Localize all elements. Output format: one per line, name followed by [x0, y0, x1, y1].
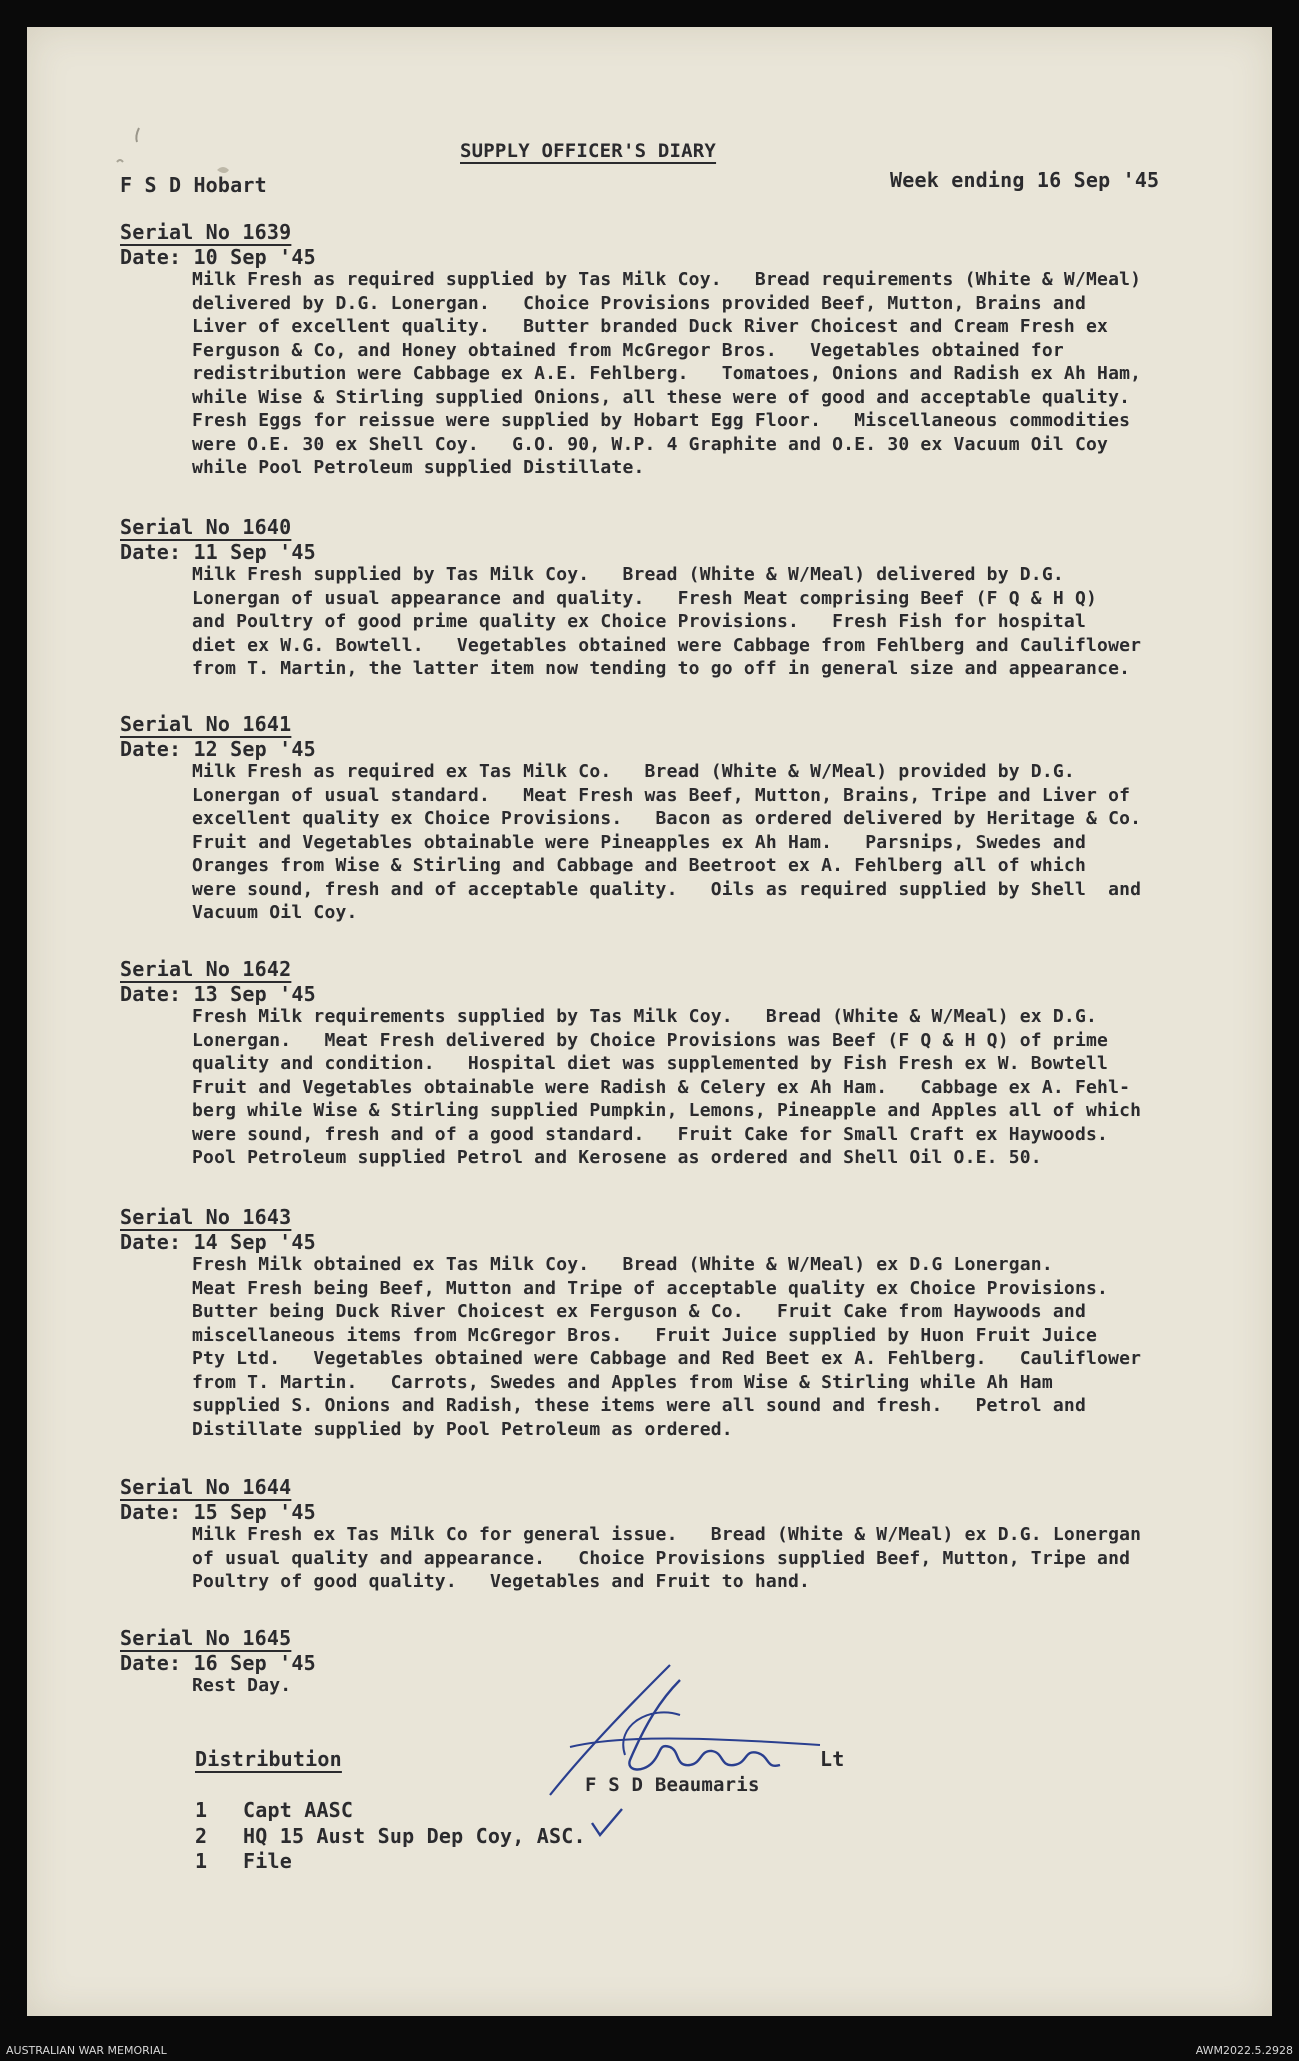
entry-text: Milk Fresh as required supplied by Tas Milk Coy. Bread requirements (White & W/Meal) delivered by D.G. Lonergan. Choice Provisions provided Beef, Mutton, Brains and Liver of excellent quality. Butter branded Duck River Choicest and Cream Fresh ex Ferguson & Co, and Honey obtained from McGregor Bros. Vegetables obtained for redistribution were Cabbage ex A.E. Fehlberg. Tomatoes, Onions and Radish ex Ah Ham, while Wise & Stirling supplied Onions, all these were of good and acceptable quality. Fresh Eggs for reissue were supplied by Hobart Egg Floor. Miscellaneous commodities were O.E. 30 ex Shell Coy. G.O. 90, W.P. 4 Graphite and O.E. 30 ex Vacuum Oil Coy while Pool Petroleum supplied Distillate.	[192, 269, 1142, 478]
serial-number: Serial No 1640	[120, 515, 292, 539]
archive-caption: AUSTRALIAN WAR MEMORIAL	[6, 2044, 167, 2057]
entry-text: Milk Fresh supplied by Tas Milk Coy. Bread (White & W/Meal) delivered by D.G. Lonergan of usual appearance and quality. Fresh Meat comprising Beef (F Q & H Q) and Poultry of good prime quality ex Choice Provisions. Fresh Fish for hospital diet ex W.G. Bowtell. Vegetables obtained were Cabbage from Fehlberg and Cauliflower from T. Martin, the latter item now tending to go off in general size and appearance.	[192, 564, 1142, 679]
entry-date: Date: 11 Sep '45	[120, 540, 316, 564]
check-mark-icon	[588, 1805, 628, 1849]
diary-entry-1643	[120, 1205, 1240, 1441]
serial-number: Serial No 1645	[120, 1626, 292, 1650]
distribution-qty: 1	[195, 1849, 208, 1873]
entry-text: Milk Fresh ex Tas Milk Co for general issue. Bread (White & W/Meal) ex D.G. Lonergan of usual quality and appearance. Choice Provisions supplied Beef, Mutton, Tripe and Poultry of good quality. Vegetables and Fruit to hand.	[192, 1524, 1142, 1592]
diary-entry-1641	[120, 712, 1240, 925]
distribution-recipient: HQ 15 Aust Sup Dep Coy, ASC.	[243, 1823, 586, 1848]
entry-date: Date: 13 Sep '45	[120, 982, 316, 1006]
serial-number: Serial No 1644	[120, 1475, 292, 1499]
signatory-unit: F S D Beaumaris	[585, 1774, 760, 1796]
diary-entry-1639	[120, 220, 1240, 480]
serial-number: Serial No 1641	[120, 712, 292, 736]
entry-date: Date: 10 Sep '45	[120, 245, 316, 269]
entry-date: Date: 15 Sep '45	[120, 1500, 316, 1524]
serial-number: Serial No 1642	[120, 957, 292, 981]
entry-text: Fresh Milk obtained ex Tas Milk Coy. Bread (White & W/Meal) ex D.G Lonergan. Meat Fresh being Beef, Mutton and Tripe of acceptable quality ex Choice Provisions. Butter being Duck River Choicest ex Ferguson & Co. Fruit Cake from Haywoods and miscellaneous items from McGregor Bros. Fruit Juice supplied by Huon Fruit Juice Pty Ltd. Vegetables obtained were Cabbage and Red Beet ex A. Fehlberg. Cauliflower from T. Martin. Carrots, Swedes and Apples from Wise & Stirling while Ah Ham supplied S. Onions and Radish, these items were all sound and fresh. Petrol and Distillate supplied by Pool Petroleum as ordered.	[192, 1254, 1142, 1440]
signatory-rank: Lt	[820, 1747, 845, 1771]
distribution-item	[195, 1849, 586, 1875]
entry-date: Date: 14 Sep '45	[120, 1230, 316, 1254]
diary-entry-1644	[120, 1475, 1240, 1594]
unit-name: F S D Hobart	[120, 173, 267, 197]
archive-reference: AWM2022.5.2928	[1195, 2044, 1293, 2057]
distribution-qty: 2	[195, 1823, 208, 1848]
distribution-list	[195, 1798, 586, 1875]
distribution-heading: Distribution	[195, 1747, 342, 1771]
document-title: SUPPLY OFFICER'S DIARY	[460, 140, 717, 162]
serial-number: Serial No 1643	[120, 1205, 292, 1229]
diary-entry-1642	[120, 957, 1240, 1170]
week-ending: Week ending 16 Sep '45	[890, 168, 1160, 192]
distribution-recipient: Capt AASC	[243, 1798, 354, 1822]
serial-number: Serial No 1639	[120, 220, 292, 244]
distribution-qty: 1	[195, 1798, 208, 1822]
diary-entry-1640	[120, 515, 1240, 681]
entry-date: Date: 12 Sep '45	[120, 737, 316, 761]
entry-text: Fresh Milk requirements supplied by Tas Milk Coy. Bread (White & W/Meal) ex D.G. Lonergan. Meat Fresh delivered by Choice Provisions was Beef (F Q & H Q) of prime quality and condition. Hospital diet was supplemented by Fish Fresh ex W. Bowtell Fruit and Vegetables obtainable were Radish & Celery ex Ah Ham. Cabbage ex A. Fehl- berg while Wise & Stirling supplied Pumpkin, Lemons, Pineapple and Apples all of which were sound, fresh and of a good standard. Fruit Cake for Small Craft ex Haywoods. Pool Petroleum supplied Petrol and Kerosene as ordered and Shell Oil O.E. 50.	[192, 1006, 1142, 1168]
entry-text: Rest Day.	[192, 1675, 292, 1696]
distribution-item	[195, 1798, 586, 1824]
distribution-recipient: File	[243, 1849, 292, 1873]
entry-text: Milk Fresh as required ex Tas Milk Co. Bread (White & W/Meal) provided by D.G. Lonergan of usual standard. Meat Fresh was Beef, Mutton, Brains, Tripe and Liver of excellent quality ex Choice Provisions. Bacon as ordered delivered by Heritage & Co. Fruit and Vegetables obtainable were Pineapples ex Ah Ham. Parsnips, Swedes and Oranges from Wise & Stirling and Cabbage and Beetroot ex A. Fehlberg all of which were sound, fresh and of acceptable quality. Oils as required supplied by Shell and Vacuum Oil Coy.	[192, 761, 1142, 923]
entry-date: Date: 16 Sep '45	[120, 1651, 316, 1675]
distribution-item	[195, 1824, 586, 1850]
